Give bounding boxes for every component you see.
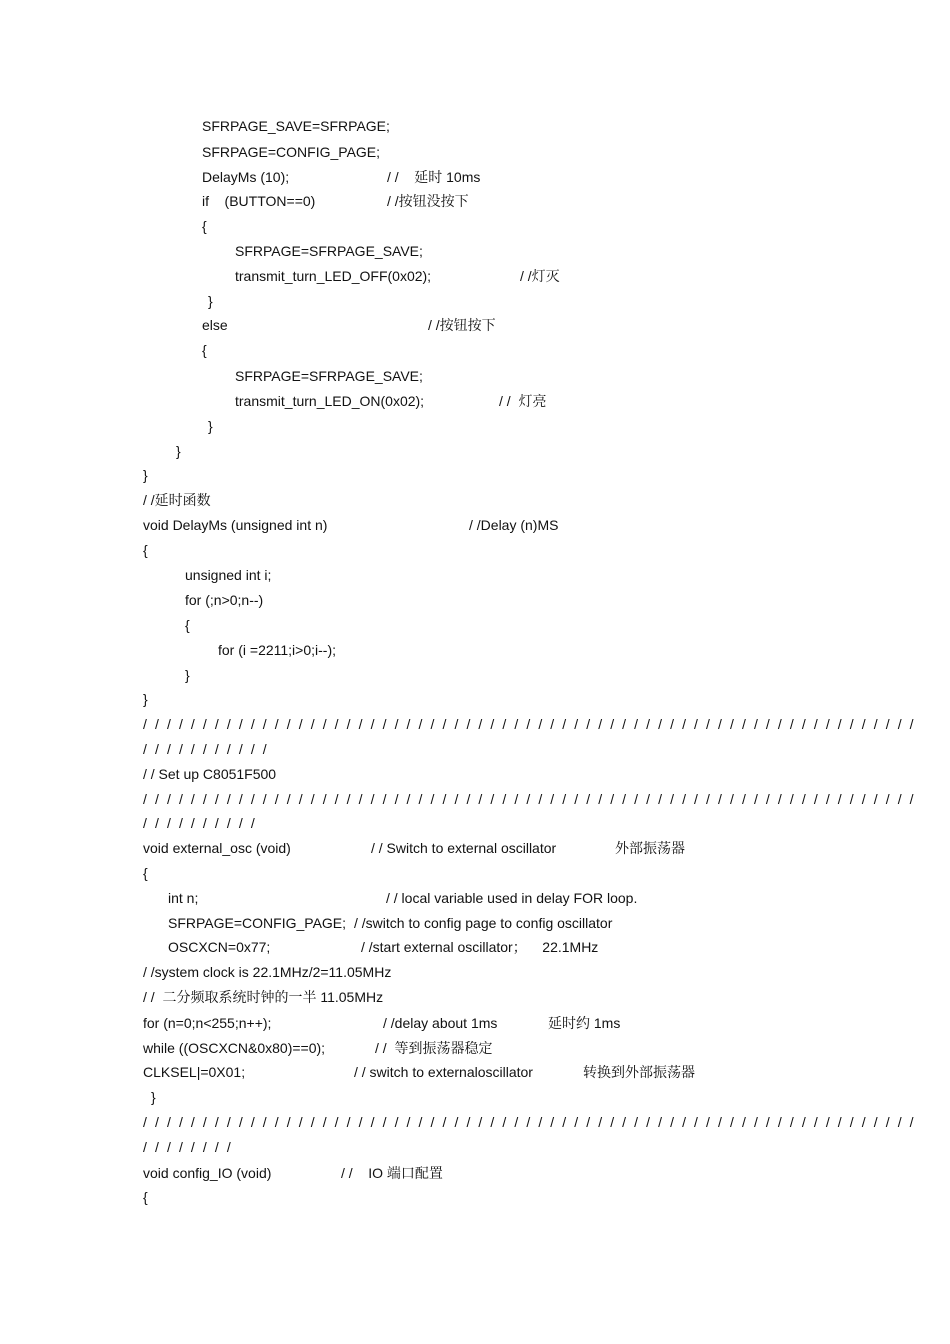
code-text: } — [185, 667, 190, 683]
code-text: void config_IO (void) — [143, 1165, 272, 1181]
code-text: { — [143, 865, 148, 881]
code-line — [143, 987, 383, 1007]
code-line — [185, 565, 271, 585]
code-text: int n; — [168, 890, 199, 906]
code-line — [143, 1187, 148, 1207]
code-line — [143, 490, 211, 510]
code-line — [235, 266, 560, 286]
code-line — [143, 962, 391, 982]
code-line — [168, 913, 613, 933]
code-line — [202, 167, 481, 187]
code-text: } — [151, 1089, 156, 1105]
code-text: } — [176, 443, 181, 459]
separator-text: / / / / / / / / — [143, 1139, 233, 1155]
code-line — [143, 863, 148, 883]
code-line — [151, 1087, 156, 1107]
separator-text: / / / / / / / / / / / / / / / / / / / / / / / / / / / / / / / / / / / / / / / / / / / / / / / / / / / / / / / / / / / / / / / / / — [143, 1114, 916, 1130]
separator-text: / / / / / / / / / / / — [143, 741, 269, 757]
code-line — [143, 1163, 443, 1183]
code-comment: / /delay about 1ms — [383, 1015, 498, 1031]
code-text: CLKSEL|=0X01; — [143, 1064, 246, 1080]
separator-line — [143, 739, 269, 759]
code-text: } — [143, 467, 148, 483]
code-text: / / Set up C8051F500 — [143, 766, 277, 782]
code-line — [176, 441, 181, 461]
code-text: transmit_turn_LED_OFF(0x02); — [235, 268, 432, 284]
code-line — [143, 465, 148, 485]
code-text: SFRPAGE=SFRPAGE_SAVE; — [235, 368, 423, 384]
code-line — [185, 590, 263, 610]
code-comment: / /start external oscillator； 22.1MHz — [361, 939, 599, 955]
code-line — [168, 888, 638, 908]
separator-text: / / / / / / / / / / — [143, 815, 257, 831]
code-line — [218, 640, 336, 660]
code-line — [143, 540, 148, 560]
code-text: / /system clock is 22.1MHz/2=11.05MHz — [143, 964, 392, 980]
code-line — [143, 515, 559, 535]
code-text: SFRPAGE=CONFIG_PAGE; — [168, 915, 347, 931]
code-comment: / /按钮没按下 — [387, 193, 469, 209]
code-text: if (BUTTON==0) — [202, 193, 316, 209]
code-text: transmit_turn_LED_ON(0x02); — [235, 393, 425, 409]
code-comment: / /Delay (n)MS — [469, 517, 559, 533]
code-line — [202, 191, 469, 211]
code-text: OSCXCN=0x77; — [168, 939, 271, 955]
separator-line — [143, 813, 257, 833]
code-text: { — [202, 342, 207, 358]
code-line — [208, 291, 213, 311]
code-line — [202, 340, 207, 360]
code-line — [202, 142, 380, 162]
code-comment: / /灯灭 — [520, 268, 560, 284]
code-comment: / / local variable used in delay FOR loop. — [386, 890, 638, 906]
code-text: void external_osc (void) — [143, 840, 291, 856]
separator-text: / / / / / / / / / / / / / / / / / / / / / / / / / / / / / / / / / / / / / / / / / / / / / / / / / / / / / / / / / / / / / / / / / — [143, 716, 916, 732]
code-text: for (n=0;n<255;n++); — [143, 1015, 272, 1031]
code-line — [143, 838, 685, 858]
code-comment: / / IO 端口配置 — [341, 1165, 443, 1181]
code-line — [143, 1013, 621, 1033]
code-line — [185, 615, 190, 635]
code-line — [235, 366, 423, 386]
code-text: / /延时函数 — [143, 492, 211, 508]
code-text: SFRPAGE_SAVE=SFRPAGE; — [202, 118, 390, 134]
code-line — [202, 315, 496, 335]
code-text: { — [185, 617, 190, 633]
separator-line — [143, 1112, 916, 1132]
code-text: for (;n>0;n--) — [185, 592, 264, 608]
code-line — [143, 764, 276, 784]
code-comment: / / Switch to external oscillator — [371, 840, 557, 856]
code-text: DelayMs (10); — [202, 169, 290, 185]
code-comment: / / 等到振荡器稳定 — [375, 1040, 493, 1056]
code-line — [185, 665, 190, 685]
code-text: while ((OSCXCN&0x80)==0); — [143, 1040, 326, 1056]
code-line — [235, 241, 423, 261]
code-line — [202, 216, 207, 236]
code-comment: / /switch to config page to config oscillator — [354, 915, 613, 931]
code-text: } — [208, 293, 213, 309]
code-text: void DelayMs (unsigned int n) — [143, 517, 328, 533]
code-note: 外部振荡器 — [615, 840, 685, 856]
code-text: } — [208, 418, 213, 434]
code-line — [168, 937, 599, 957]
code-text: SFRPAGE=CONFIG_PAGE; — [202, 144, 381, 160]
code-line — [143, 1062, 695, 1082]
code-text: { — [202, 218, 207, 234]
separator-line — [143, 714, 916, 734]
code-line — [235, 391, 547, 411]
code-text: } — [143, 691, 148, 707]
code-line — [143, 689, 148, 709]
code-note: 转换到外部振荡器 — [583, 1064, 695, 1080]
code-text: / / 二分频取系统时钟的一半 11.05MHz — [143, 989, 384, 1005]
code-comment: / /按钮按下 — [428, 317, 496, 333]
code-comment: / / 延时 10ms — [387, 169, 481, 185]
code-line — [143, 1038, 493, 1058]
code-text: { — [143, 542, 148, 558]
code-comment: / / 灯亮 — [499, 393, 547, 409]
code-note: 延时约 1ms — [548, 1015, 621, 1031]
separator-text: / / / / / / / / / / / / / / / / / / / / / / / / / / / / / / / / / / / / / / / / / / / / / / / / / / / / / / / / / / / / / / / / / — [143, 791, 916, 807]
code-comment: / / switch to externaloscillator — [354, 1064, 533, 1080]
code-line — [202, 116, 390, 136]
code-text: for (i =2211;i>0;i--); — [218, 642, 337, 658]
code-text: { — [143, 1189, 148, 1205]
separator-line — [143, 789, 916, 809]
separator-line — [143, 1137, 233, 1157]
code-text: else — [202, 317, 228, 333]
code-text: unsigned int i; — [185, 567, 272, 583]
code-line — [208, 416, 213, 436]
code-text: SFRPAGE=SFRPAGE_SAVE; — [235, 243, 423, 259]
